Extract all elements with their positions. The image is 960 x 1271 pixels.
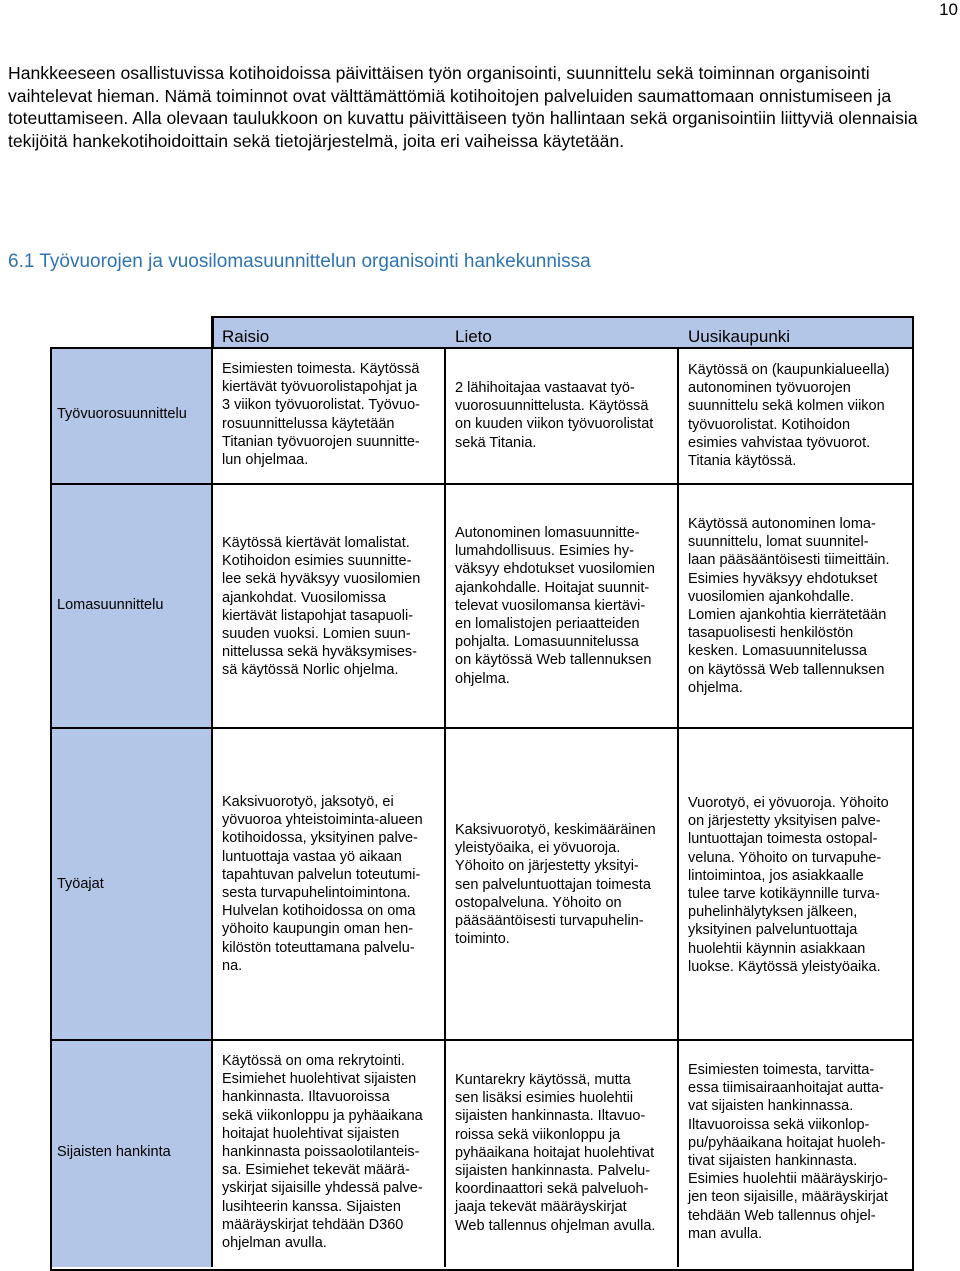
- row-label-lomasuunnittelu: Lomasuunnittelu: [57, 597, 164, 613]
- cell-uusikaupunki-tyovuoro: Käytössä on (kaupunkialueella) autonominen työvuorojen suunnittelu sekä kolmen viikon työvuorolistat. Kotihoidon esimies vahvistaa työvuorot. Titania käytössä.: [688, 362, 890, 470]
- cell-raisio-sijaiset: Käytössä on oma rekrytointi. Esimiehet huolehtivat sijaisten hankinnasta. Iltavuoroissa sekä viikonloppu ja pyhäaikana hoitajat huolehtivat sijaisten hankinnasta poissaolotilanteis- sa. Esimiehet tekevät määrä- yskirjat sijaisille yhdessä palve- lusihteerin kanssa. Sijaisten määräyskirjat tehdään D360 ohjelman avulla.: [222, 1053, 423, 1252]
- section-heading: 6.1 Työvuorojen ja vuosilomasuunnittelun organisointi hankekunnissa: [8, 251, 591, 272]
- cell-uusikaupunki-tyoajat: Vuorotyö, ei yövuoroja. Yöhoito on järjestetty yksityisen palve- luntuottajan toimesta ostopal- veluna. Yöhoito on turvapuhe- lintoimintoa, jos asiakkaalle tulee tarve kotikäynnille turva- puhelinhälytyksen jälkeen, yksityinen palveluntuottaja huolehtii käynnin asiakkaan luokse. Käytössä yleistyöaika.: [688, 795, 889, 975]
- cell-raisio-tyovuoro: Esimiesten toimesta. Käytössä kiertävät työvuorolistapohjat ja 3 viikon työvuorolistat. Työvuo- rosuunnittelussa käytetään Titanian työvuorojen suunnitte- lun ohjelmaa.: [222, 361, 420, 469]
- cell-lieto-tyoajat: Kaksivuorotyö, keskimääräinen yleistyöaika, ei yövuoroja. Yöhoito on järjestetty yksityi- sen palveluntuottajan toimesta ostopalveluna. Yöhoito on pääsääntöisesti turvapuhelin- toiminto.: [455, 822, 656, 948]
- column-header-uusikaupunki: Uusikaupunki: [688, 327, 791, 346]
- table-header-row: [212, 316, 914, 349]
- column-divider: [444, 349, 446, 1267]
- cell-raisio-loma: Käytössä kiertävät lomalistat. Kotihoidon esimies suunnitte- lee sekä hyväksyy vuosilomien ajankohdat. Vuosilomissa kiertävät listapohjat tasapuoli- suuden vuoksi. Lomien suun- nittelussa sekä hyväksymises- sä käytössä Norlic ohjelma.: [222, 535, 421, 679]
- page-number: 10: [939, 0, 958, 19]
- column-header-lieto: Lieto: [455, 327, 492, 346]
- cell-raisio-tyoajat: Kaksivuorotyö, jaksotyö, ei yövuoroa yhteistoiminta-alueen kotihoidossa, yksityinen palve- luntuottaja vastaa yö aikaan tapahtuvan palvelun toteutumi- sesta turvapuhelintoimintona. Hulvelan kotihoidossa on oma yöhoito kaupungin oman hen- kilöstön toteuttamana palvelu- na.: [222, 794, 423, 974]
- cell-uusikaupunki-loma: Käytössä autonominen loma- suunnittelu, lomat suunnitel- laan pääsääntöisesti tiimeittäin. Esimies hyväksyy ehdotukset vuosilomien ajankohdalle. Lomien ajankohtia kierrätetään tasapuolisesti henkilöstön kesken. Lomasuunnitelussa on käytössä Web tallennuksen ohjelma.: [688, 516, 890, 696]
- column-divider: [211, 316, 213, 1267]
- row-label-tyovuorosuunnittelu: Työvuorosuunnittelu: [57, 406, 187, 422]
- intro-paragraph: Hankkeeseen osallistuvissa kotihoidoissa päivittäisen työn organisointi, suunnittelu sekä toiminnan organisointi vaihtelevat hieman. Nämä toiminnot ovat välttämättömiä kotihoitojen palveluiden saumattomaan onnistumiseen ja toteuttamiseen. Alla olevaan taulukkoon on kuvattu päivittäiseen työn hallintaan sekä organisointiin liittyviä olennaisia tekijöitä hankekotihoidoittain sekä tietojärjestelmä, joita eri vaiheissa käytetään.: [8, 63, 918, 151]
- cell-lieto-tyovuoro: 2 lähihoitajaa vastaavat työ- vuorosuunnittelusta. Käytössä on kuuden viikon työvuorolistat sekä Titania.: [455, 380, 654, 451]
- cell-lieto-sijaiset: Kuntarekry käytössä, mutta sen lisäksi esimies huolehtii sijaisten hankinnasta. Iltavuo- roissa sekä viikonloppu ja pyhäaikana hoitajat huolehtivat sijaisten hankinnasta. Palvelu- koordinaattori sekä palveluoh- jaaja tekevät määräyskirjat Web tallennus ohjelman avulla.: [455, 1072, 656, 1234]
- column-header-raisio: Raisio: [222, 327, 270, 346]
- row-label-tyoajat: Työajat: [57, 876, 104, 892]
- cell-uusikaupunki-sijaiset: Esimiesten toimesta, tarvitta- essa tiimisairaanhoitajat autta- vat sijaisten hankinnassa. Iltavuoroissa sekä viikonlop- pu/pyhäaikana hoitajat huoleh- tivat sijaisten hankinnasta. Esimies huolehtii määräyskirjo- jen teon sijaisille, määräyskirjat tehdään Web tallennus ohjel- man avulla.: [688, 1062, 888, 1242]
- row-label-sijaisten-hankinta: Sijaisten hankinta: [57, 1144, 171, 1160]
- column-divider: [677, 349, 679, 1267]
- cell-lieto-loma: Autonominen lomasuunnitte- lumahdollisuus. Esimies hy- väksyy ehdotukset vuosilomien ajankohdalle. Hoitajat suunnit- televat vuosilomansa kiertävi- en lomalistojen periaatteiden pohjalta. Lomasuunnitelussa on käytössä Web tallennuksen ohjelma.: [455, 525, 655, 687]
